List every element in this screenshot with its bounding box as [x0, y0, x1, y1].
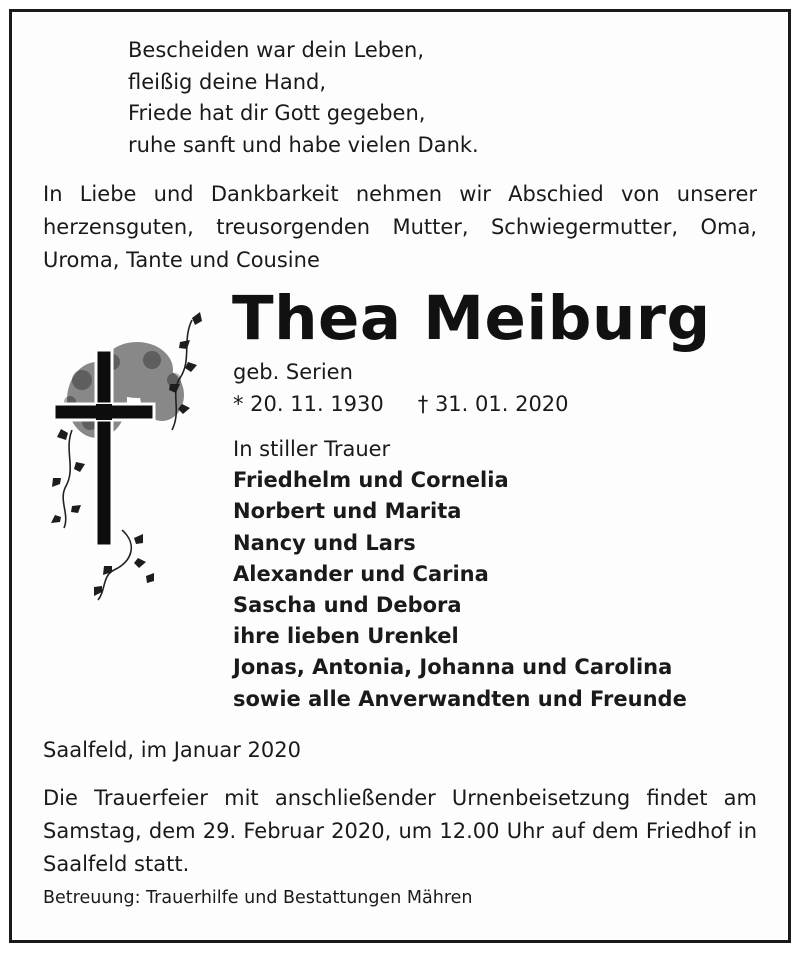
deceased-name: Thea Meiburg: [232, 283, 711, 354]
mourner-entry: Sascha und Debora: [233, 593, 462, 618]
mourner-entry: Friedhelm und Cornelia: [233, 468, 509, 493]
cross-with-ivy-icon: [42, 300, 222, 610]
place-date: Saalfeld, im Januar 2020: [43, 738, 301, 762]
mourners-block: [233, 434, 687, 715]
poem-line: Friede hat dir Gott gegeben,: [128, 101, 426, 125]
mourning-heading: In stiller Trauer: [233, 437, 391, 461]
poem: [128, 35, 479, 161]
mourner-entry: ihre lieben Urenkel: [233, 624, 459, 649]
poem-line: ruhe sanft und habe vielen Dank.: [128, 132, 479, 157]
life-dates: [233, 389, 569, 419]
mourner-entry: Jonas, Antonia, Johanna und Carolina: [233, 655, 673, 680]
mourner-entry: Nancy und Lars: [233, 530, 416, 555]
undertaker-credit: Betreuung: Trauerhilfe und Bestattungen Mähren: [43, 888, 473, 908]
poem-line: fleißig deine Hand,: [128, 69, 327, 94]
death-date: † 31. 01. 2020: [417, 392, 569, 416]
mourner-entry: sowie alle Anverwandten und Freunde: [233, 686, 687, 711]
birth-date: * 20. 11. 1930: [233, 392, 384, 416]
poem-line: Bescheiden war dein Leben,: [128, 38, 425, 62]
birth-name: geb. Serien: [233, 360, 353, 384]
mourner-entry: Alexander und Carina: [233, 561, 489, 586]
intro-text: In Liebe und Dankbarkeit nehmen wir Abschied von unserer herzensguten, treusorgenden Mutter, Schwiegermutter, Oma, Uroma, Tante und Cousine: [43, 182, 757, 272]
service-info: Die Trauerfeier mit anschließender Urnenbeisetzung findet am Samstag, dem 29. Februar 2020, um 12.00 Uhr auf dem Friedhof in Saalfeld statt.: [43, 786, 757, 876]
mourner-entry: Norbert und Marita: [233, 499, 462, 524]
